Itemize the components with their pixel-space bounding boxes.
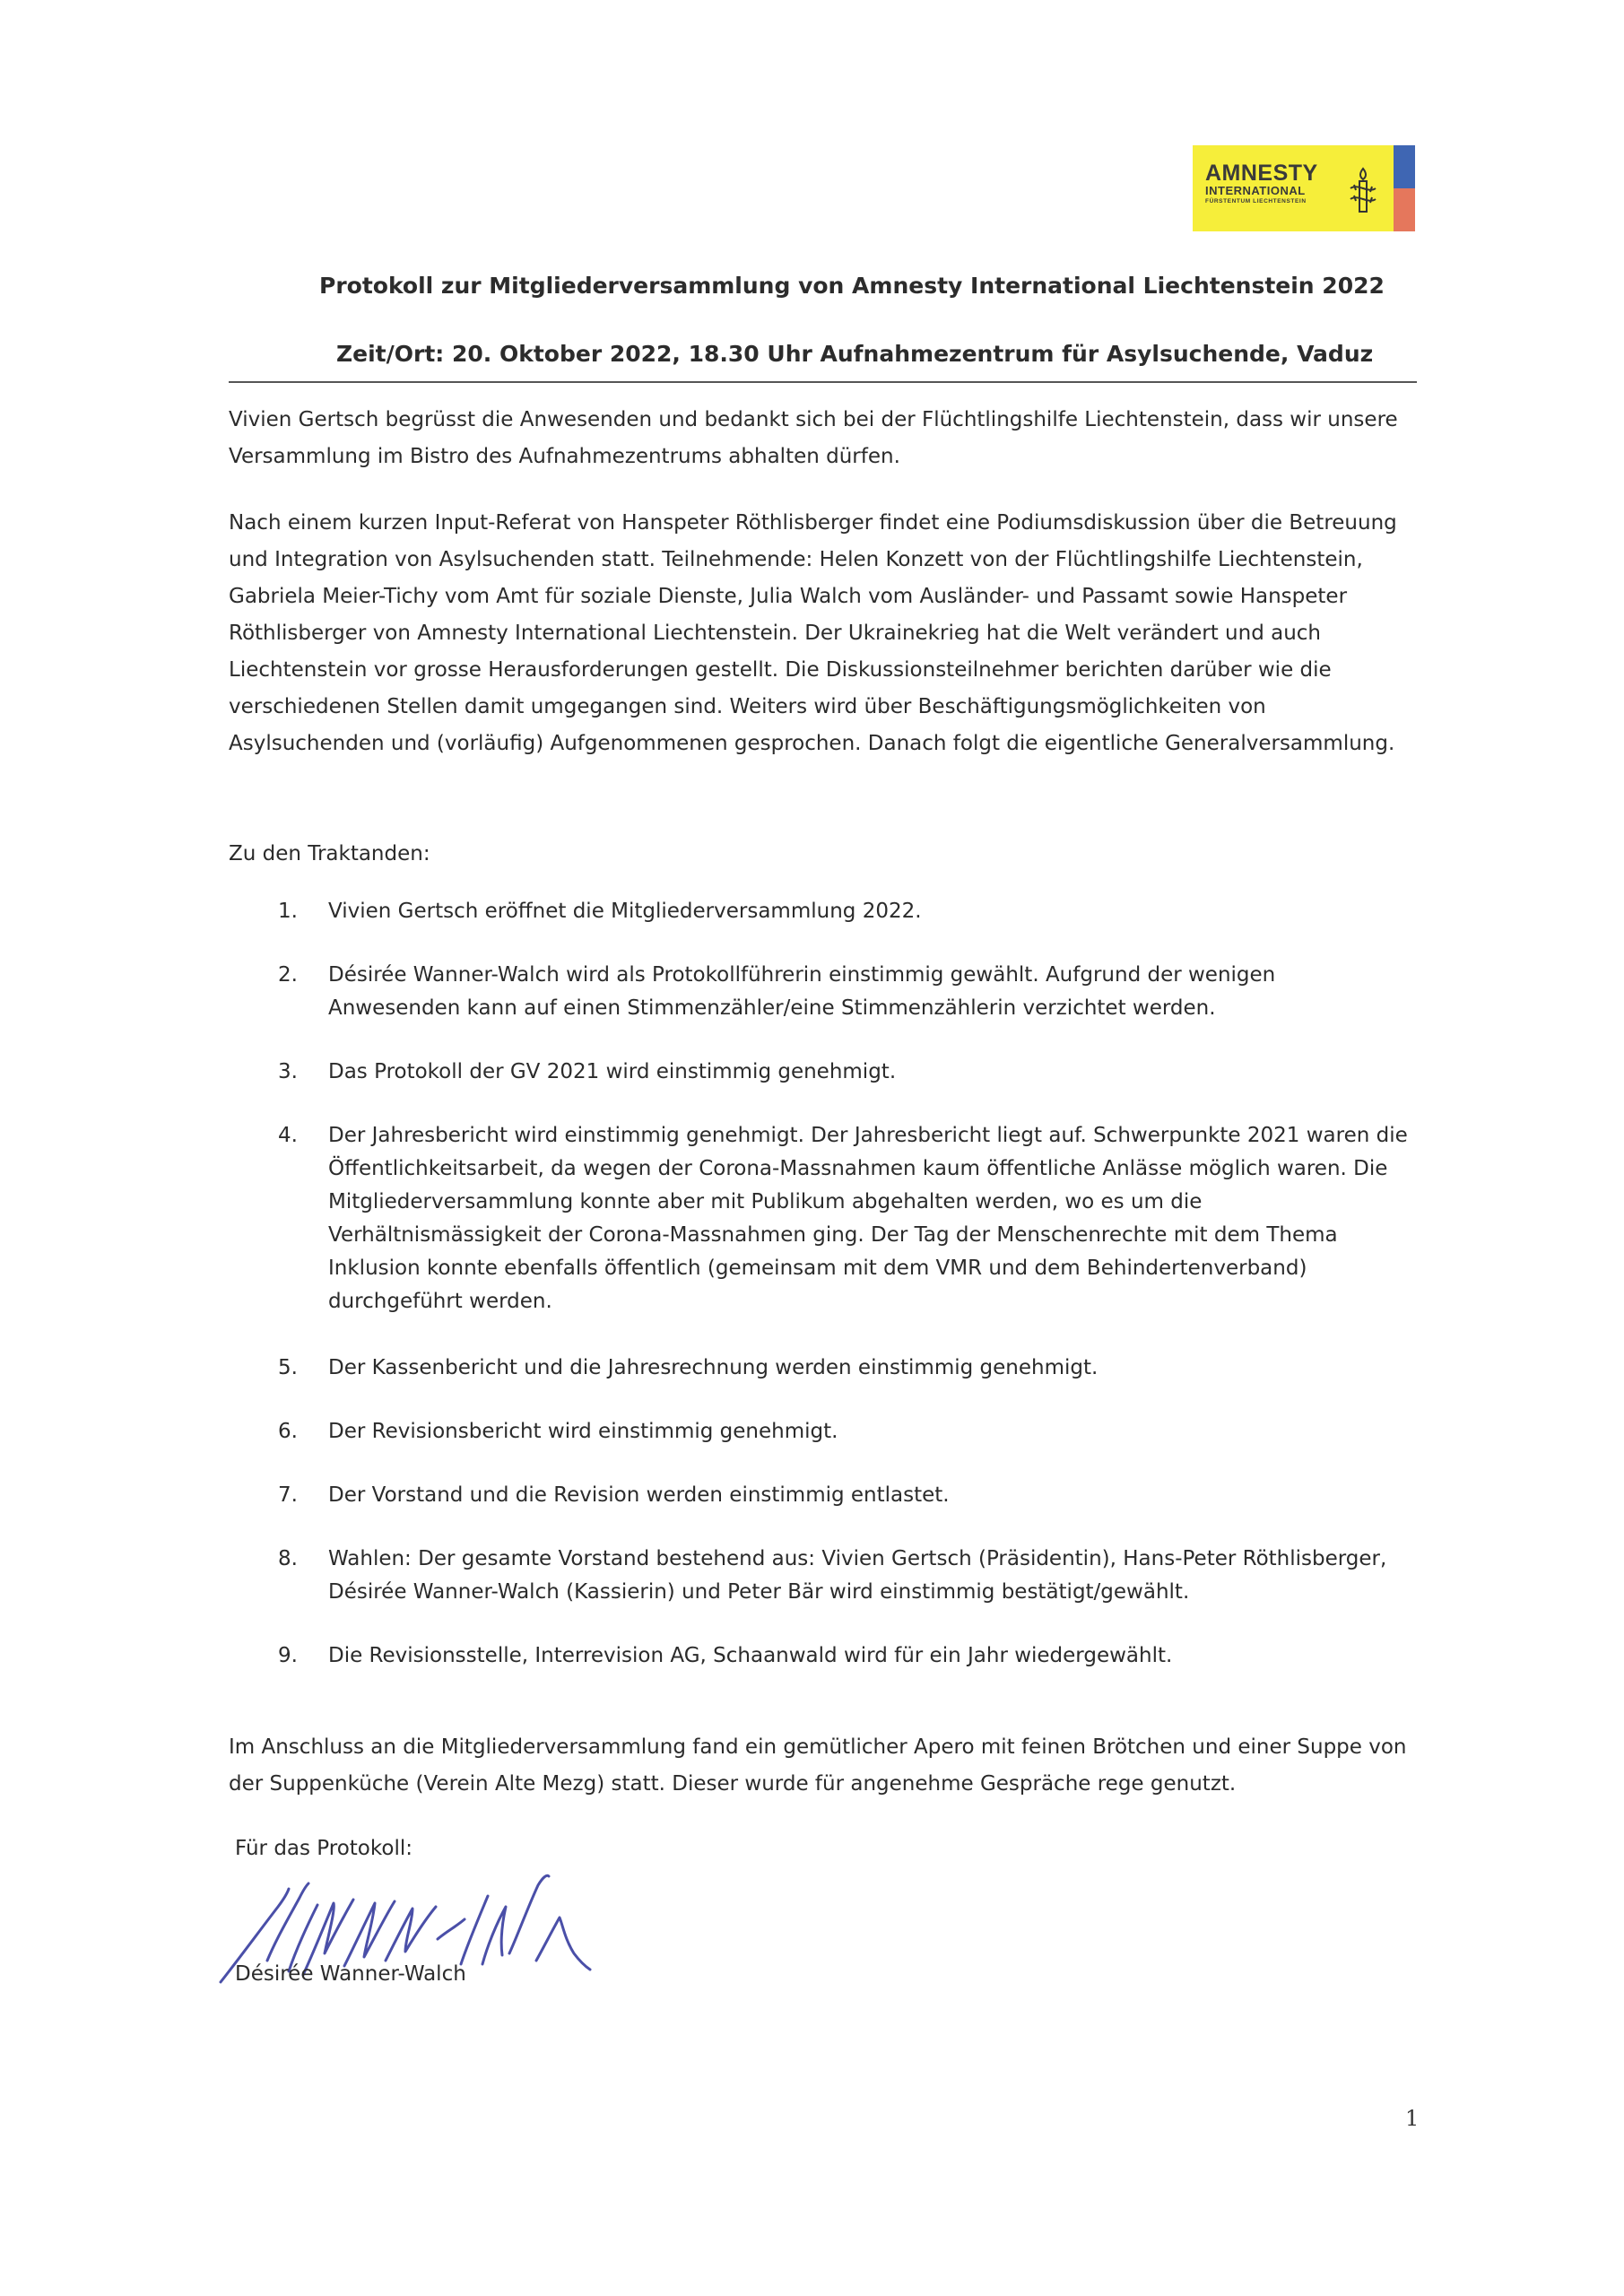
logo-red-stripe bbox=[1394, 188, 1415, 231]
logo-blue-stripe bbox=[1394, 145, 1415, 188]
signer-name: Désirée Wanner-Walch bbox=[235, 1962, 466, 1986]
amnesty-logo bbox=[1193, 145, 1415, 231]
logo-brand: AMNESTY bbox=[1205, 161, 1318, 186]
agenda-item-number: 8. bbox=[278, 1547, 298, 1570]
agenda-item-text: Désirée Wanner-Walch wird als Protokollführerin einstimmig gewählt. Aufgrund der wenigen Anwesenden kann auf einen Stimmenzähler/eine Stimmenzählerin verzichtet werden. bbox=[328, 963, 1276, 1020]
agenda-item-number: 7. bbox=[278, 1483, 298, 1507]
agenda-item-number: 1. bbox=[278, 900, 298, 923]
agenda-item-number: 5. bbox=[278, 1356, 298, 1379]
agenda-item-text: Der Jahresbericht wird einstimmig genehmigt. Der Jahresbericht liegt auf. Schwerpunkte 2021 waren die Öffentlichkeitsarbeit, da wegen der Corona-Massnahmen kaum öffentliche Anlässe möglich waren. Die Mitgliederversammlung konnte aber mit Publikum abgehalten werden, wo es um die Verhältnismässigkeit der Corona-Massnahmen ging. Der Tag der Menschenrechte mit dem Thema Inklusion konnte ebenfalls öffentlich (gemeinsam mit dem VMR und dem Behindertenverband) durchgeführt werden. bbox=[328, 1124, 1408, 1313]
discussion-paragraph: Nach einem kurzen Input-Referat von Hanspeter Röthlisberger findet eine Podiumsdiskussion über die Betreuung und Integration von Asylsuchenden statt. Teilnehmende: Helen Konzett von der Flüchtlingshilfe Liechtenstein, Gabriela Meier-Tichy vom Amt für soziale Dienste, Julia Walch vom Ausländer- und Passamt sowie Hanspeter Röthlisberger von Amnesty International Liechtenstein. Der Ukrainekrieg hat die Welt verändert und auch Liechtenstein vor grosse Herausforderungen gestellt. Die Diskussionsteilnehmer berichten darüber wie die verschiedenen Stellen damit umgegangen sind. Weiters wird über Beschäftigungsmöglichkeiten von Asylsuchenden und (vorläufig) Aufgenommenen gesprochen. Danach folgt die eigentliche Generalversammlung. bbox=[229, 511, 1397, 755]
agenda-heading: Zu den Traktanden: bbox=[229, 842, 430, 865]
page-number: 1 bbox=[1405, 2106, 1420, 2131]
agenda-item-number: 9. bbox=[278, 1644, 298, 1667]
candle-barbed-wire-icon bbox=[1345, 165, 1381, 215]
agenda-item-number: 3. bbox=[278, 1060, 298, 1083]
agenda-item-text: Vivien Gertsch eröffnet die Mitgliederversammlung 2022. bbox=[328, 900, 922, 923]
agenda-item-text: Der Kassenbericht und die Jahresrechnung werden einstimmig genehmigt. bbox=[328, 1356, 1099, 1379]
agenda-item-number: 6. bbox=[278, 1420, 298, 1443]
agenda-item-text: Der Revisionsbericht wird einstimmig genehmigt. bbox=[328, 1420, 838, 1443]
signature-label: Für das Protokoll: bbox=[235, 1837, 413, 1860]
agenda-item-text: Wahlen: Der gesamte Vorstand bestehend aus: Vivien Gertsch (Präsidentin), Hans-Peter Röthlisberger, Désirée Wanner-Walch (Kassierin) und Peter Bär wird einstimmig bestätigt/gewählt. bbox=[328, 1547, 1387, 1604]
agenda-item-text: Der Vorstand und die Revision werden einstimmig entlastet. bbox=[328, 1483, 950, 1507]
agenda-item-text: Das Protokoll der GV 2021 wird einstimmig genehmigt. bbox=[328, 1060, 897, 1083]
logo-sub: INTERNATIONAL bbox=[1205, 184, 1306, 197]
document-title: Protokoll zur Mitgliederversammlung von Amnesty International Liechtenstein 2022 bbox=[319, 273, 1385, 299]
intro-paragraph: Vivien Gertsch begrüsst die Anwesenden und bedankt sich bei der Flüchtlingshilfe Liechtenstein, dass wir unsere Versammlung im Bistro des Aufnahmezentrums abhalten dürfen. bbox=[229, 408, 1398, 468]
agenda-item-number: 4. bbox=[278, 1124, 298, 1147]
document-subtitle: Zeit/Ort: 20. Oktober 2022, 18.30 Uhr Aufnahmezentrum für Asylsuchende, Vaduz bbox=[336, 341, 1374, 367]
logo-text bbox=[1205, 161, 1318, 205]
logo-tiny: FÜRSTENTUM LIECHTENSTEIN bbox=[1205, 198, 1307, 204]
closing-paragraph: Im Anschluss an die Mitgliederversammlung fand ein gemütlicher Apero mit feinen Brötchen und einer Suppe von der Suppenküche (Verein Alte Mezg) statt. Dieser wurde für angenehme Gespräche rege genutzt. bbox=[229, 1735, 1407, 1796]
agenda-item-number: 2. bbox=[278, 963, 298, 987]
header-divider bbox=[229, 381, 1417, 383]
agenda-item-text: Die Revisionsstelle, Interrevision AG, Schaanwald wird für ein Jahr wiedergewählt. bbox=[328, 1644, 1173, 1667]
